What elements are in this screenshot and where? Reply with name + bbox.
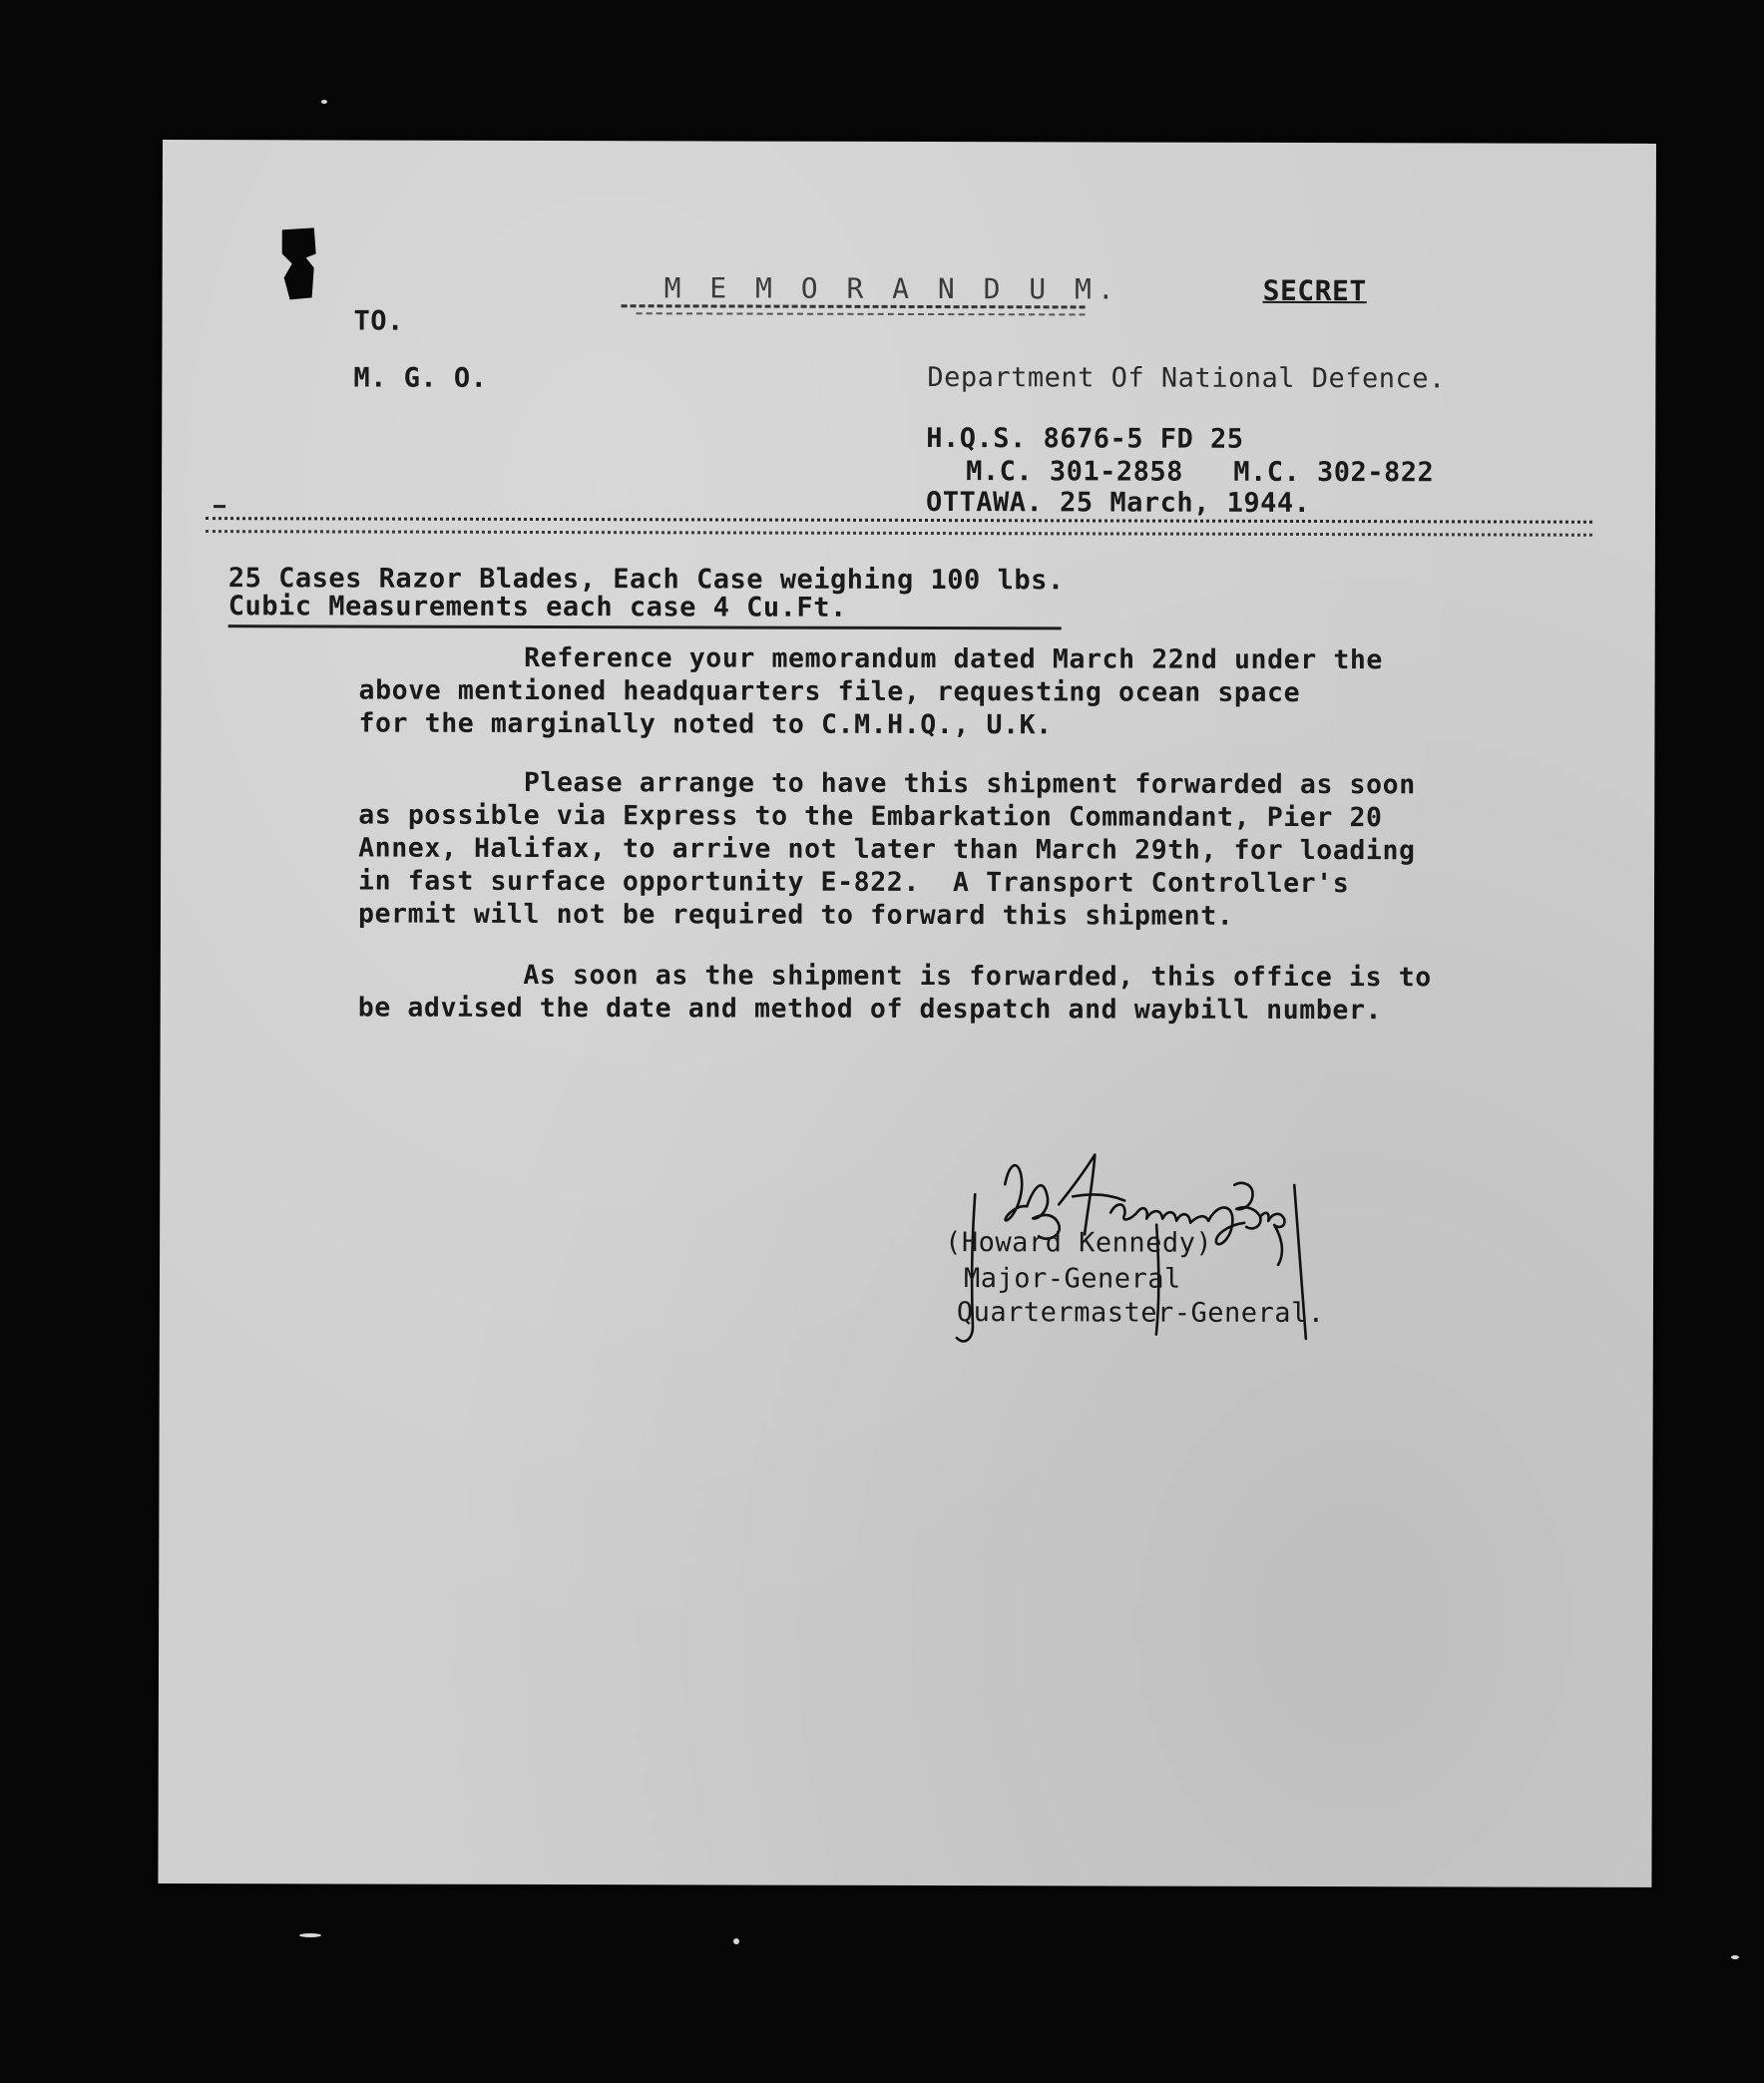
subject-line-1: 25 Cases Razor Blades, Each Case weighing 100 lbs. <box>227 563 1065 597</box>
place-and-date: OTTAWA. 25 March, 1944. <box>926 487 1311 520</box>
addressee: M. G. O. <box>353 362 488 394</box>
hq-file-reference: H.Q.S. 8676-5 FD 25 <box>926 423 1244 455</box>
signatory-title: Quartermaster-General. <box>956 1297 1325 1330</box>
body-paragraph-2: Please arrange to have this shipment forwarded as soon as possible via Express to the Embarkation Commandant, Pier 20 Annex, Halifax, to arrive not later than March 29th, for loading in fast surface opportunity E-822. A Transport Controller's permit will not be required to forward this shipment. <box>357 766 1416 932</box>
title-underline <box>622 304 1086 308</box>
margin-dash <box>214 505 225 508</box>
subject-underline <box>228 625 1062 629</box>
classification-stamp: SECRET <box>1262 273 1367 308</box>
body-paragraph-3: As soon as the shipment is forwarded, this office is to be advised the date and method of despatch and waybill number. <box>357 959 1432 1027</box>
separator-line <box>206 517 1592 537</box>
mc-file-references: M.C. 301-2858 M.C. 302-822 <box>966 456 1435 489</box>
signatory-rank: Major-General <box>963 1263 1181 1295</box>
scan-speck <box>733 1938 739 1944</box>
scan-speck <box>321 100 327 104</box>
signatory-name: (Howard Kennedy) <box>945 1227 1213 1259</box>
punch-hole-mark <box>276 223 322 303</box>
memo-title: M E M O R A N D U M. <box>663 271 1120 306</box>
to-label: TO. <box>353 305 404 337</box>
title-underline-2 <box>637 312 1086 315</box>
memo-page <box>158 140 1656 1887</box>
department-name: Department Of National Defence. <box>927 362 1446 395</box>
scan-speck <box>1731 1955 1739 1959</box>
subject-line-2: Cubic Measurements each case 4 Cu.Ft. <box>227 591 847 624</box>
body-paragraph-1: Reference your memorandum dated March 22nd under the above mentioned headquarters file, requesting ocean space for the marginally noted to C.M.H.Q., U.K. <box>358 641 1384 741</box>
scan-speck <box>299 1933 321 1937</box>
